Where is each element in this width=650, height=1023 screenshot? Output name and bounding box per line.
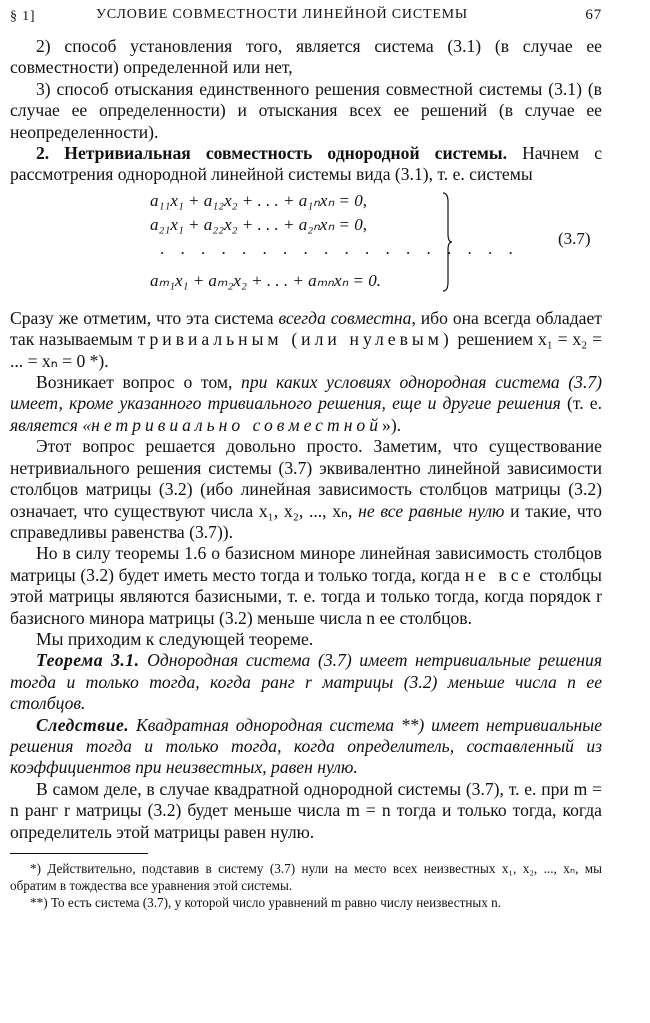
italic-run: является « — [10, 414, 92, 435]
paragraph-item-2: 2) способ установления того, является система (3.1) (в случае ее совместности) определенной или нет, — [10, 36, 602, 78]
paragraph-arrive: Мы приходим к следующей теореме. — [36, 628, 314, 649]
equation-row-2: a₂₁x₁ + a₂₂x₂ + . . . + a₂ₙxₙ = 0, — [150, 214, 367, 234]
page — [10, 0, 602, 911]
equation-system-3-7 — [10, 190, 602, 302]
section-heading: 2. Нетривиальная совместность однородной системы. — [36, 143, 508, 164]
page-number: 67 — [585, 7, 602, 23]
body-text — [10, 36, 602, 843]
paragraph-item-3: 3) способ отыскания единственного решения совместной системы (3.1) (в случае ее определенности) и отыскания всех ее решений (в случае ее неопределенности). — [10, 78, 602, 142]
equation-label: (3.7) — [558, 228, 591, 248]
text-run: Но в силу теоремы 1.6 о базисном миноре линейная зависимость столбцов матрицы (3.2) будет иметь место тогда и только тогда, когда — [10, 543, 602, 585]
spaced-run: не все — [464, 564, 535, 585]
paragraph-simple — [10, 436, 602, 543]
theorem-title: Теорема 3.1. — [36, 650, 140, 671]
running-header — [10, 0, 602, 36]
paragraph-section-2 — [10, 143, 602, 186]
text-run: Этот вопрос решается довольно просто. Заметим, что существование нетривиального решения системы (3.7) эквивалентно линейной зависимости столбцов матрицы (3.2) (ибо линейная зависимость столбцов матрицы (3.2) означает, что существуют числа x₁, x₂, ..., xₙ, — [10, 436, 602, 521]
section-intro-text: Начнем с рассмотрения однородной линейной системы вида (3.1), т. е. системы — [10, 143, 602, 185]
paragraph-always-consistent — [10, 308, 602, 372]
running-title: УСЛОВИЕ СОВМЕСТНОСТИ ЛИНЕЙНОЙ СИСТЕМЫ — [96, 7, 468, 22]
text-run: , ибо она всегда обладает так называемым — [10, 307, 602, 350]
corollary-title: Следствие. — [36, 714, 130, 735]
text-run: столбцы этой матрицы являются базисными, т. е. тогда и только тогда, когда порядок r базисного минора матрицы (3.2) меньше числа n ее столбцов. — [10, 564, 602, 628]
italic-run: не все равные нулю — [358, 500, 505, 521]
footnotes — [10, 853, 602, 911]
text-run: Сразу же отметим, что эта система — [10, 307, 279, 328]
paragraph-basis-minor — [10, 543, 602, 629]
equation-dots-row: . . . . . . . . . . . . . . . . . . — [160, 238, 519, 258]
section-marker: § 1] — [10, 9, 36, 24]
footnote-rule — [10, 853, 148, 854]
corollary-text: Квадратная однородная система **) имеет нетривиальные решения тогда и только тогда, когда определитель, составленный из коэффициентов при неизвестных, равен нулю. — [10, 714, 602, 778]
right-brace-icon — [442, 192, 452, 292]
italic-run: всегда совместна — [278, 307, 412, 328]
equation-row-1: a₁₁x₁ + a₁₂x₂ + . . . + a₁ₙxₙ = 0, — [150, 190, 367, 210]
equation-row-m: aₘ₁x₁ + aₘ₂x₂ + . . . + aₘₙxₙ = 0. — [150, 270, 381, 290]
corollary — [10, 715, 602, 779]
text-run: (т. е. — [560, 393, 602, 414]
text-run: »). — [382, 414, 402, 435]
theorem-3-1 — [10, 650, 602, 714]
footnote-1: *) Действительно, подставив в систему (3.7) нули на место всех неизвестных x₁, x₂, ..., xₙ, мы обратим в тождества все уравнения этой системы. — [10, 861, 602, 893]
paragraph-indeed: В самом деле, в случае квадратной однородной системы (3.7), т. е. при m = n ранг r матрицы (3.2) будет меньше числа m = n тогда и только тогда, когда определитель этой матрицы равен нулю. — [10, 778, 602, 842]
theorem-text: Однородная система (3.7) имеет нетривиальные решения тогда и только тогда, когда ранг r матрицы (3.2) меньше числа n ее столбцов. — [10, 650, 602, 714]
italic-run: при каких условиях однородная система (3.7) имеет, кроме указанного тривиального решения, еще и другие решения — [10, 372, 603, 414]
spaced-run: тривиальным (или нулевым) — [137, 329, 453, 350]
spaced-italic-run: нетривиально совместной — [91, 414, 383, 435]
text-run: решением x₁ = x₂ = ... = xₙ = 0 *). — [10, 329, 603, 371]
text-run: и такие, что справедливы равенства (3.7)). — [10, 500, 602, 542]
text-run: Возникает вопрос о том, — [36, 372, 242, 393]
footnote-2: **) То есть система (3.7), у которой число уравнений m равно числу неизвестных n. — [30, 895, 502, 910]
paragraph-question — [10, 372, 602, 436]
